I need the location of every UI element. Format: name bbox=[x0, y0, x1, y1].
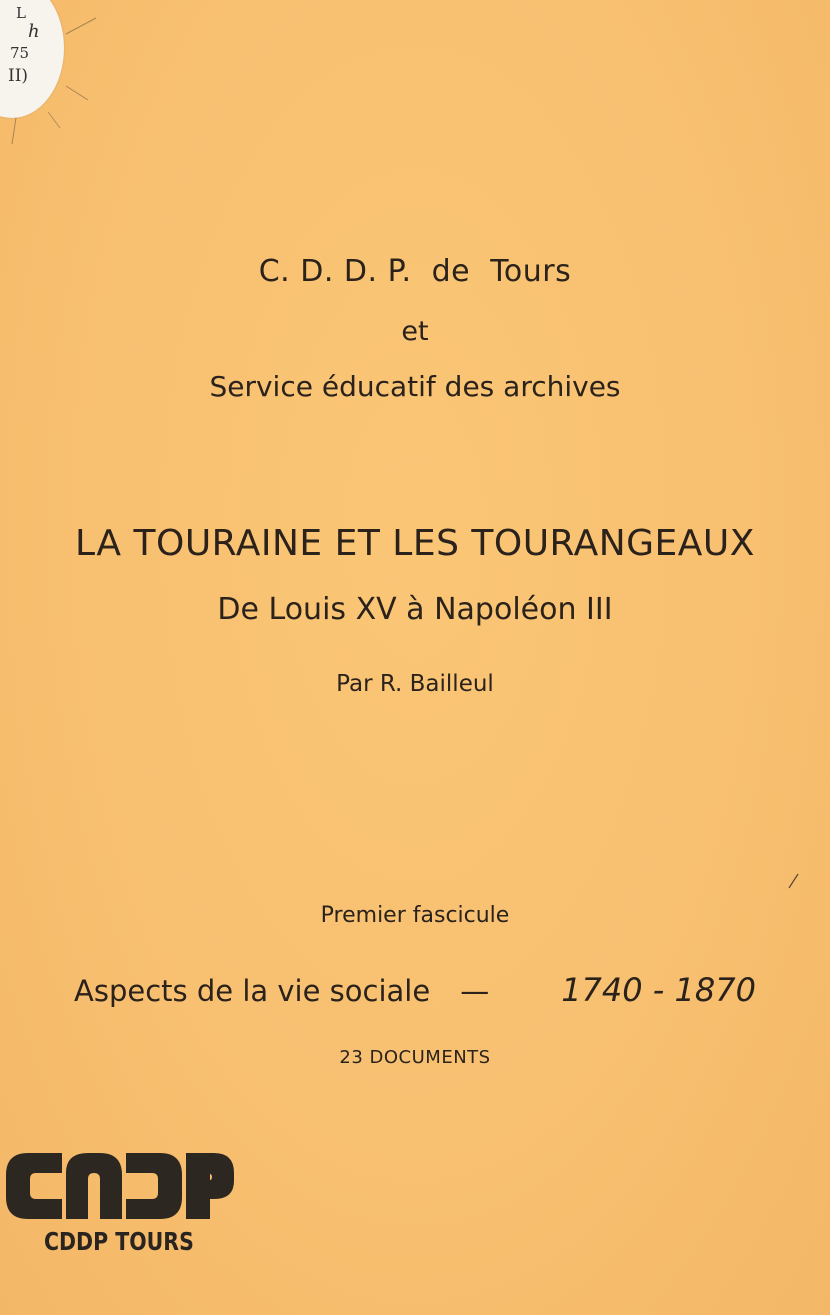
period-years: 1740 - 1870 bbox=[561, 971, 756, 1009]
conjunction-text: et bbox=[401, 316, 429, 347]
book-subtitle: De Louis XV à Napoléon III bbox=[217, 592, 613, 627]
sticker-line-4: II) bbox=[8, 66, 29, 86]
book-title: LA TOURAINE ET LES TOURANGEAUX bbox=[75, 523, 755, 564]
stray-mark bbox=[786, 872, 800, 892]
fascicle-label: Premier fascicule bbox=[320, 903, 510, 928]
logo-caption: CDDP TOURS bbox=[44, 1227, 194, 1256]
sticker-line-1: L bbox=[16, 4, 26, 22]
service-name: Service éducatif des archives bbox=[209, 370, 621, 403]
sticker-call-number bbox=[2, 4, 62, 88]
theme-line bbox=[0, 971, 830, 1009]
sticker-line-2: h bbox=[28, 21, 40, 42]
cndp-logo bbox=[6, 1153, 234, 1219]
organization-name: C. D. D. P. de Tours bbox=[258, 254, 572, 289]
author-line: Par R. Bailleul bbox=[336, 671, 494, 697]
sticker-line-3: 75 bbox=[10, 44, 30, 62]
document-count: 23 DOCUMENTS bbox=[339, 1047, 491, 1068]
theme-dash: — bbox=[460, 974, 490, 1008]
theme-text: Aspects de la vie sociale bbox=[74, 974, 431, 1008]
